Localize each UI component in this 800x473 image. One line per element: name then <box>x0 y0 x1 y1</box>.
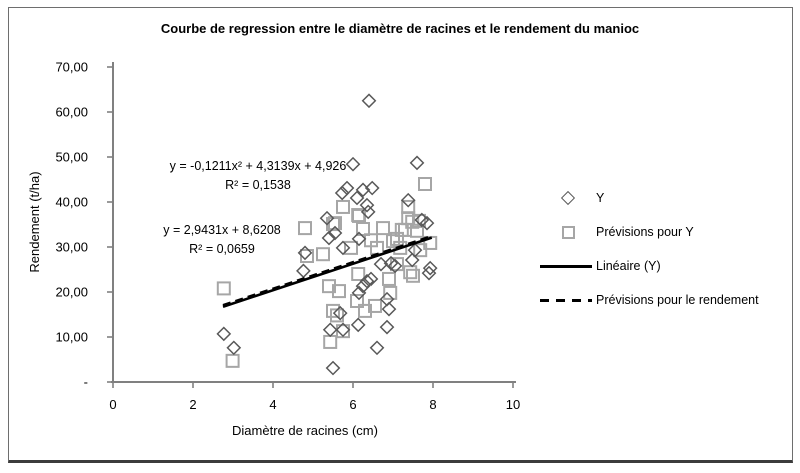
svg-text:20,00: 20,00 <box>55 284 88 300</box>
legend-label-y: Y <box>596 191 605 205</box>
legend-item-y <box>540 190 796 206</box>
dashed-line-icon <box>540 299 592 302</box>
svg-text:30,00: 30,00 <box>55 239 88 255</box>
x-axis-title: Diamètre de racines (cm) <box>232 423 378 438</box>
polynomial-r2: R² = 0,1538 <box>225 178 291 192</box>
y-axis-title: Rendement (t/ha) <box>27 171 42 273</box>
svg-text:50,00: 50,00 <box>55 149 88 165</box>
svg-text:10,00: 10,00 <box>55 329 88 345</box>
legend-label-previsions-y: Prévisions pour Y <box>596 225 694 239</box>
linear-r2: R² = 0,0659 <box>189 242 255 256</box>
solid-line-icon <box>540 265 592 268</box>
svg-text:60,00: 60,00 <box>55 104 88 120</box>
legend-item-lineaire <box>540 258 796 274</box>
legend-item-previsions-y <box>540 224 796 240</box>
svg-text:6: 6 <box>349 397 357 412</box>
legend-label-previsions-rendement: Prévisions pour le rendement <box>596 293 759 307</box>
svg-text:0: 0 <box>109 397 117 412</box>
polynomial-equation-line1: y = -0,1211x² + 4,3139x + 4,926 <box>169 159 347 173</box>
svg-text:70,00: 70,00 <box>55 59 88 75</box>
legend-item-previsions-rendement <box>540 292 796 308</box>
legend <box>540 190 796 326</box>
diamond-marker-icon <box>561 191 575 205</box>
polynomial-equation <box>118 157 398 195</box>
chart-title: Courbe de regression entre le diamètre de racines et le rendement du manioc <box>160 21 640 36</box>
svg-text:8: 8 <box>429 397 437 412</box>
svg-text:2: 2 <box>189 397 197 412</box>
svg-text:4: 4 <box>269 397 277 412</box>
svg-text:10: 10 <box>505 397 521 412</box>
linear-equation-line1: y = 2,9431x + 8,6208 <box>163 223 281 237</box>
linear-equation <box>82 221 362 259</box>
svg-text:40,00: 40,00 <box>55 194 88 210</box>
square-marker-icon <box>562 226 575 239</box>
legend-label-lineaire: Linéaire (Y) <box>596 259 661 273</box>
svg-text:-: - <box>83 374 88 390</box>
